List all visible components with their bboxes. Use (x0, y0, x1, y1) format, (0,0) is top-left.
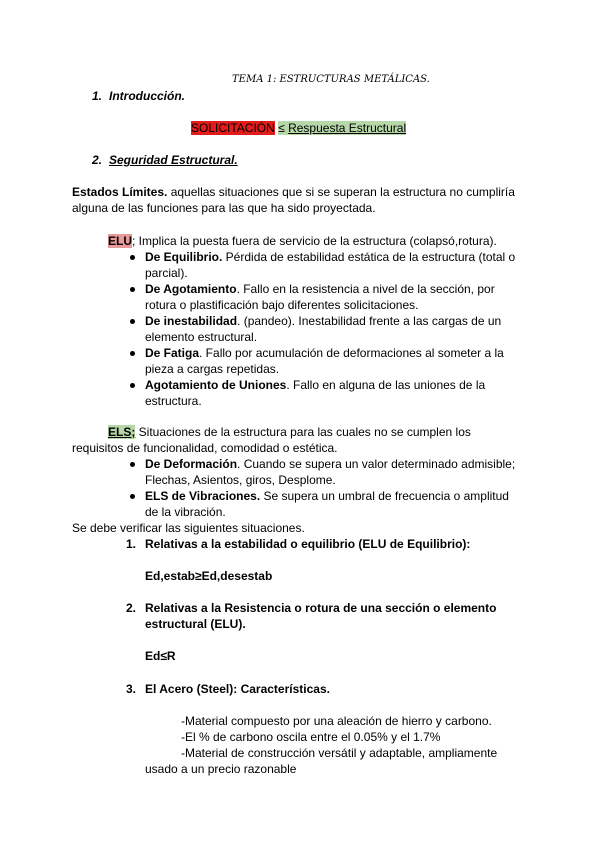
elu-item-uniones: Agotamiento de Uniones. Fallo en alguna de las uniones de la (145, 378, 486, 392)
els-item-deformacion: De Deformación. Cuando se supera un valor determinado admisible; (145, 457, 516, 471)
section-1-number: 1. (92, 89, 103, 103)
els-text1: Situaciones de la estructura para las cuales no se cumplen los (135, 425, 471, 439)
els-item-vibraciones: ELS de Vibraciones. Se supera un umbral de frecuencia o amplitud (145, 489, 509, 503)
acero-line-2: -El % de carbono oscila entre el 0.05% y el 1.7% (181, 730, 441, 744)
section-2-heading: Seguridad Estructural. (109, 153, 238, 167)
bullet-icon (130, 287, 135, 292)
leq-symbol: ≤ (278, 121, 285, 135)
elu-item-inestabilidad: De inestabilidad. (pandeo). Inestabilidad frente a las cargas de un (145, 314, 502, 328)
els-item-deformacion-cont: Flechas, Asientos, giros, Desplome. (145, 473, 336, 487)
respuesta-estructural-text: Respuesta Estructural (288, 121, 407, 135)
numbered-3-number: 3. (126, 682, 137, 696)
acero-line-1: -Material compuesto por una aleación de hierro y carbono. (181, 714, 492, 728)
els-line (108, 424, 471, 440)
estados-limites-line2: alguna de las funciones para las que ha sido proyectada. (72, 201, 376, 215)
els-item-vibraciones-cont: de la vibración. (145, 505, 226, 519)
elu-text: ; Implica la puesta fuera de servicio de la estructura (colapsó,rotura). (132, 234, 497, 248)
main-inequality (191, 120, 406, 136)
formula-equilibrio: Ed,estab≥Ed,desestab (145, 569, 273, 583)
elu-item-agotamiento-cont: rotura o plastificación bajo diferentes solicitaciones. (145, 298, 419, 312)
estados-limites-text1: aquellas situaciones que si se superan la estructura no cumpliría (167, 185, 515, 199)
respuesta-term (278, 121, 406, 135)
acero-line-3: -Material de construcción versátil y adaptable, ampliamente (181, 746, 498, 760)
bullet-icon (130, 494, 135, 499)
elu-item-equilibrio-cont: parcial). (145, 266, 188, 280)
acero-line-4: usado a un precio razonable (145, 762, 297, 776)
bullet-icon (130, 462, 135, 467)
elu-label: ELU (108, 234, 132, 248)
numbered-2-text: Relativas a la Resistencia o rotura de una sección o elemento (145, 601, 497, 615)
numbered-2-number: 2. (126, 601, 137, 615)
els-line2: requisitos de funcionalidad, comodidad o estética. (72, 441, 338, 455)
numbered-2-text-cont: estructural (ELU). (145, 617, 246, 631)
bullet-icon (130, 319, 135, 324)
bullet-icon (130, 351, 135, 356)
estados-limites-label: Estados Límites. (72, 185, 168, 199)
bullet-icon (130, 255, 135, 260)
document-title: TEMA 1: ESTRUCTURAS METÁLICAS. (232, 74, 430, 85)
formula-resistencia: Ed≤R (145, 649, 176, 663)
numbered-1-number: 1. (126, 537, 137, 551)
solicitacion-term: SOLICITACIÓN (191, 121, 275, 135)
verify-intro: Se debe verificar las siguientes situaciones. (72, 521, 305, 535)
numbered-1-text: Relativas a la estabilidad o equilibrio (ELU de Equilibrio): (145, 537, 471, 551)
elu-item-inestabilidad-cont: elemento estructural. (145, 330, 258, 344)
elu-item-equilibrio: De Equilibrio. Pérdida de estabilidad estática de la estructura (total o (145, 250, 516, 264)
elu-item-fatiga: De Fatiga. Fallo por acumulación de deformaciones al someter a la (145, 346, 504, 360)
estados-limites-line1 (72, 184, 515, 200)
section-2-number: 2. (92, 153, 103, 167)
elu-item-uniones-cont: estructura. (145, 394, 202, 408)
numbered-3-text: El Acero (Steel): Características. (145, 682, 330, 696)
bullet-icon (130, 383, 135, 388)
section-1-heading: Introducción. (109, 89, 185, 103)
elu-line (108, 233, 497, 249)
elu-item-agotamiento: De Agotamiento. Fallo en la resistencia a nivel de la sección, por (145, 282, 495, 296)
els-label: ELS; (108, 425, 136, 439)
elu-item-fatiga-cont: pieza a cargas repetidas. (145, 362, 280, 376)
